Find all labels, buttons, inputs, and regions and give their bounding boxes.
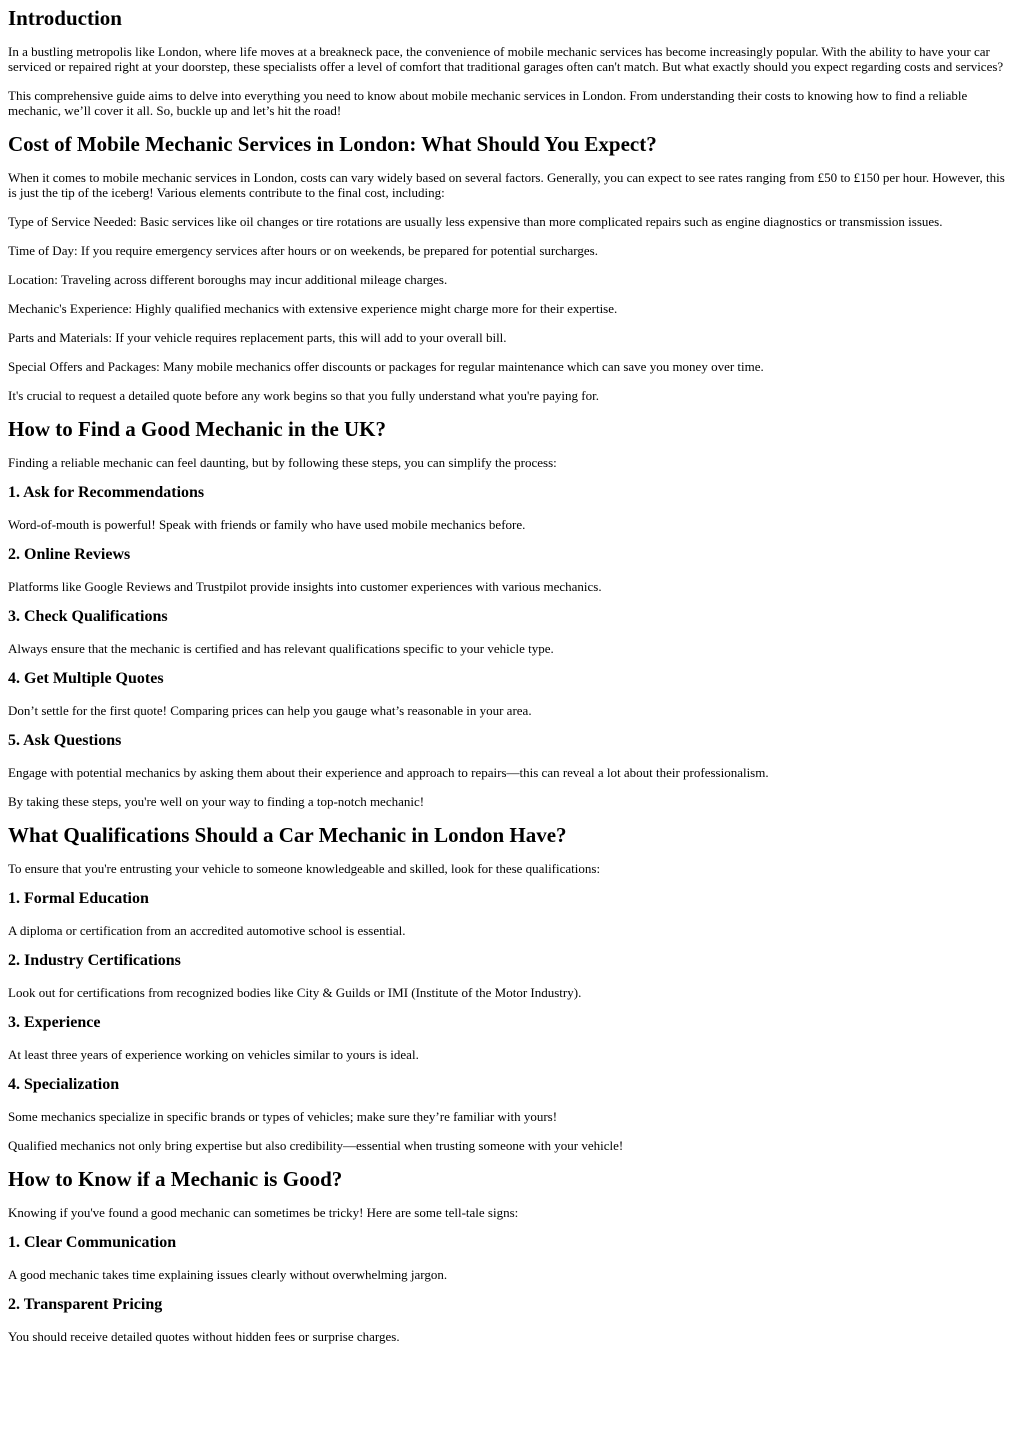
good-sign-title: 1. Clear Communication	[8, 1234, 177, 1251]
find-step-title: 3. Check Qualifications	[8, 608, 168, 625]
cost-factor: Mechanic's Experience: Highly qualified mechanics with extensive experience might charge more for their expertise.	[8, 301, 618, 316]
find-step-title: 5. Ask Questions	[8, 732, 122, 749]
qual-item-title: 1. Formal Education	[8, 890, 149, 907]
qual-closing: Qualified mechanics not only bring expertise but also credibility—essential when trusting someone with your vehicle!	[8, 1138, 624, 1153]
cost-closing: It's crucial to request a detailed quote before any work begins so that you fully understand what you're paying for.	[8, 388, 599, 403]
qual-item-text: A diploma or certification from an accredited automotive school is essential.	[8, 923, 406, 938]
find-step-text: Word-of-mouth is powerful! Speak with friends or family who have used mobile mechanics before.	[8, 517, 526, 532]
find-step-title: 1. Ask for Recommendations	[8, 484, 205, 501]
good-sign-title: 2. Transparent Pricing	[8, 1296, 163, 1313]
qual-item-text: At least three years of experience working on vehicles similar to yours is ideal.	[8, 1047, 419, 1062]
find-step-title: 2. Online Reviews	[8, 546, 131, 563]
intro-paragraph: This comprehensive guide aims to delve into everything you need to know about mobile mechanic services in London. From understanding their costs to knowing how to find a reliable mechanic, we’ll cover it all. So, buckle up and let’s hit the road!	[8, 88, 968, 118]
qual-intro: To ensure that you're entrusting your vehicle to someone knowledgeable and skilled, look for these qualifications:	[8, 861, 601, 876]
find-step-text: Always ensure that the mechanic is certified and has relevant qualifications specific to your vehicle type.	[8, 641, 554, 656]
qual-item-title: 3. Experience	[8, 1014, 101, 1031]
qual-heading: What Qualifications Should a Car Mechanic in London Have?	[8, 823, 567, 847]
find-intro: Finding a reliable mechanic can feel daunting, but by following these steps, you can simplify the process:	[8, 455, 557, 470]
cost-factor: Location: Traveling across different boroughs may incur additional mileage charges.	[8, 272, 448, 287]
cost-factor: Type of Service Needed: Basic services like oil changes or tire rotations are usually less expensive than more complicated repairs such as engine diagnostics or transmission issues.	[8, 214, 943, 229]
good-sign-text: A good mechanic takes time explaining issues clearly without overwhelming jargon.	[8, 1267, 448, 1282]
qual-item-title: 2. Industry Certifications	[8, 952, 181, 969]
good-heading: How to Know if a Mechanic is Good?	[8, 1167, 343, 1191]
good-intro: Knowing if you've found a good mechanic can sometimes be tricky! Here are some tell-tale signs:	[8, 1205, 519, 1220]
cost-factor: Special Offers and Packages: Many mobile mechanics offer discounts or packages for regular maintenance which can save you money over time.	[8, 359, 764, 374]
qual-item-title: 4. Specialization	[8, 1076, 120, 1093]
find-step-text: Platforms like Google Reviews and Trustpilot provide insights into customer experiences with various mechanics.	[8, 579, 602, 594]
qual-item-text: Some mechanics specialize in specific brands or types of vehicles; make sure they’re familiar with yours!	[8, 1109, 558, 1124]
qual-item-text: Look out for certifications from recognized bodies like City & Guilds or IMI (Institute of the Motor Industry).	[8, 985, 582, 1000]
intro-heading: Introduction	[8, 6, 122, 30]
find-step-title: 4. Get Multiple Quotes	[8, 670, 164, 687]
cost-factor: Time of Day: If you require emergency services after hours or on weekends, be prepared for potential surcharges.	[8, 243, 598, 258]
cost-heading: Cost of Mobile Mechanic Services in London: What Should You Expect?	[8, 132, 657, 156]
cost-intro: When it comes to mobile mechanic services in London, costs can vary widely based on several factors. Generally, you can expect to see rates ranging from £50 to £150 per hour. However, this is just the tip of the iceberg! Various elements contribute to the final cost, including:	[8, 170, 1005, 200]
cost-factor: Parts and Materials: If your vehicle requires replacement parts, this will add to your overall bill.	[8, 330, 507, 345]
good-sign-text: You should receive detailed quotes without hidden fees or surprise charges.	[8, 1329, 400, 1344]
find-closing: By taking these steps, you're well on your way to finding a top-notch mechanic!	[8, 794, 425, 809]
find-step-text: Don’t settle for the first quote! Comparing prices can help you gauge what’s reasonable in your area.	[8, 703, 532, 718]
find-heading: How to Find a Good Mechanic in the UK?	[8, 417, 387, 441]
find-step-text: Engage with potential mechanics by asking them about their experience and approach to repairs—this can reveal a lot about their professionalism.	[8, 765, 769, 780]
intro-paragraph: In a bustling metropolis like London, where life moves at a breakneck pace, the convenience of mobile mechanic services has become increasingly popular. With the ability to have your car serviced or repaired right at your doorstep, these specialists offer a level of comfort that traditional garages often can't match. But what exactly should you expect regarding costs and services?	[8, 44, 1004, 74]
article	[0, 6, 1024, 1344]
